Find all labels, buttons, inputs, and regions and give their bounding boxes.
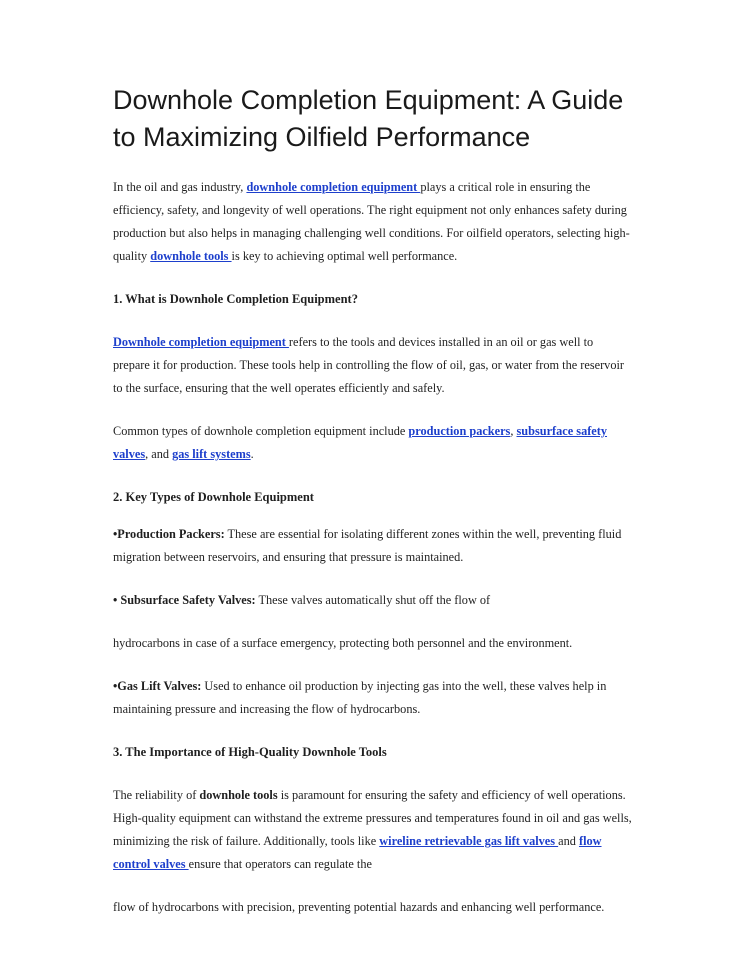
intro-text-1: In the oil and gas industry,: [113, 180, 247, 194]
item1-label: •Production Packers:: [113, 527, 225, 541]
list-item-subsurface-safety-valves: [113, 589, 633, 612]
section1-paragraph-2: [113, 420, 633, 466]
link-downhole-completion-equipment-2[interactable]: Downhole completion equipment: [113, 335, 289, 349]
section1-p2-sep2: , and: [145, 447, 173, 461]
section2-heading: 2. Key Types of Downhole Equipment: [113, 490, 314, 504]
section1-p2-end: .: [250, 447, 254, 461]
link-downhole-tools[interactable]: downhole tools: [150, 249, 232, 263]
section3-p1-text-4: ensure that operators can regulate the: [188, 857, 372, 871]
list-item-subsurface-continuation: hydrocarbons in case of a surface emergency, protecting both personnel and the environment.: [113, 636, 573, 650]
section1-p2-sep1: ,: [510, 424, 517, 438]
section3-p1-text-2: is paramount for ensuring the safety and efficiency of well operations. High-quality equipment can withstand the extreme pressures and temperatures found in oil and gas wells, minimizing the risk of failure. Additionally, tools like: [113, 788, 632, 848]
list-item-production-packers: [113, 523, 633, 569]
section1-p1-text: refers to the tools and devices installed in an oil or gas well to prepare it for production. These tools help in controlling the flow of oil, gas, or water from the reservoir to the surface, ensuring that the well operates efficiently and safely.: [113, 335, 624, 395]
intro-paragraph: [113, 176, 633, 268]
link-gas-lift-systems[interactable]: gas lift systems: [172, 447, 251, 461]
intro-text-3: is key to achieving optimal well performance.: [231, 249, 458, 263]
link-production-packers[interactable]: production packers: [408, 424, 511, 438]
document-page: [113, 82, 633, 919]
section1-p2-text: Common types of downhole completion equipment include: [113, 424, 409, 438]
section1-heading: 1. What is Downhole Completion Equipment?: [113, 292, 358, 306]
item1-text: These are essential for isolating different zones within the well, preventing fluid migration between reservoirs, and ensuring that pressure is maintained.: [113, 527, 622, 564]
link-flow-control-valves[interactable]: flow control valves: [113, 834, 602, 871]
section1-paragraph-1: [113, 331, 633, 400]
item2-text: These valves automatically shut off the flow of: [255, 593, 491, 607]
section3-paragraph-1: [113, 784, 633, 876]
item3-text: Used to enhance oil production by injecting gas into the well, these valves help in maintaining pressure and increasing the flow of hydrocarbons.: [113, 679, 607, 716]
section3-heading: 3. The Importance of High-Quality Downhole Tools: [113, 745, 387, 759]
section3-p1-text-3: and: [558, 834, 579, 848]
link-wireline-retrievable-gas-lift-valves[interactable]: wireline retrievable gas lift valves: [379, 834, 559, 848]
section3-p1-bold: downhole tools: [199, 788, 278, 802]
list-item-gas-lift-valves: [113, 675, 633, 721]
item3-label: •Gas Lift Valves:: [113, 679, 202, 693]
section3-paragraph-2: flow of hydrocarbons with precision, preventing potential hazards and enhancing well performance.: [113, 900, 605, 914]
item2-label: • Subsurface Safety Valves:: [113, 593, 256, 607]
link-subsurface-safety-valves[interactable]: subsurface safety valves: [113, 424, 608, 461]
intro-text-2: plays a critical role in ensuring the efficiency, safety, and longevity of well operations. The right equipment not only enhances safety during production but also helps in managing challenging well conditions. For oilfield operators, selecting high-quality: [113, 180, 630, 263]
section3-p1-text-1: The reliability of: [113, 788, 200, 802]
link-downhole-completion-equipment[interactable]: downhole completion equipment: [246, 180, 421, 194]
page-title: Downhole Completion Equipment: A Guide to Maximizing Oilfield Performance: [113, 85, 624, 152]
